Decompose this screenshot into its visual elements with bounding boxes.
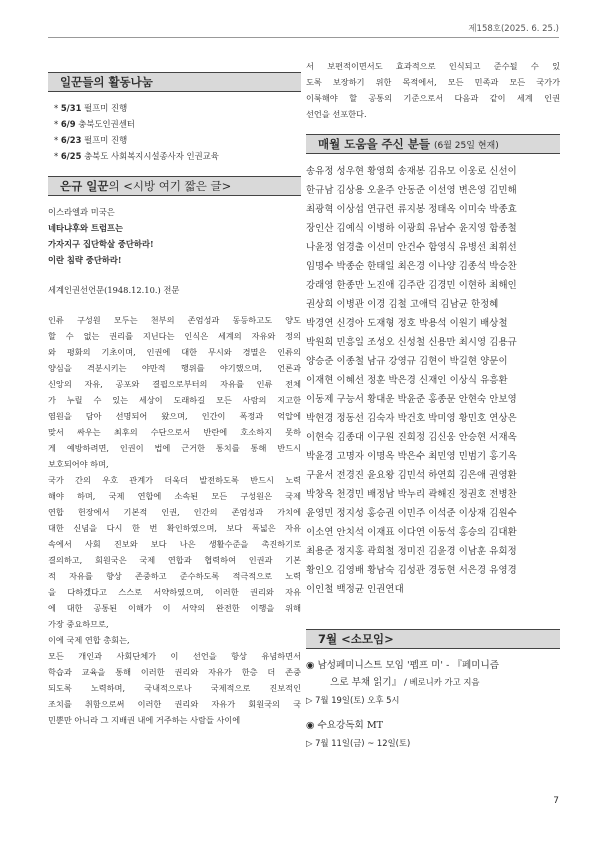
declaration-line: 양심을 격분시키는 야만적 행위를 야기했으며, 언론과 [48,363,301,373]
declaration-line: 을 다하겠다고 스스로 서약하였으며, 이러한 권리와 자유 [48,587,301,597]
activity-text: 충북도인권센터 [78,119,135,129]
declaration-line: 조치를 취함으로써 이러한 권리와 자유가 회원국의 국 [48,699,301,709]
declaration-line: 서 보편적이면서도 효과적으로 인식되고 준수될 수 있 [306,61,560,71]
donor-line: 이현숙 김종대 이구원 진희정 김신웅 안승현 서재옥 [306,432,517,443]
declaration-line: 가장 중요하므로, [48,619,109,629]
declaration-line: 도록 보장하기 위한 목적에서, 모든 민족과 모든 국가가 [306,77,560,87]
donor-line: 최광혁 이상섭 연규련 류지봉 정태옥 이미숙 박종효 [306,204,517,215]
activity-item: * 6/25 충북도 사회복지시설종사자 인권교육 [54,151,219,161]
activities-list [48,100,301,164]
declaration-paragraph [48,632,301,648]
event-item [306,657,560,709]
declaration-line: 보호되어야 하며, [48,459,109,469]
declaration-line: 속에서 사회 진보와 보다 나은 생활수준을 촉진하기로 [48,539,301,549]
event-date-text: 7월 19일(토) 오후 5시 [315,695,400,705]
events-heading: 7월 <소모임> [306,629,560,649]
activity-item: * 5/31 펄프미 진행 [54,103,128,113]
donor-line: 박원희 민흥일 조성오 신성철 신용만 최시영 김용규 [306,337,517,348]
activity-date: 6/23 [60,135,82,145]
activity-date: 6/9 [60,119,76,129]
poem-line: 가자지구 집단학살 중단하라! [48,239,154,249]
donor-line: 양승준 이종철 남규 강영규 김현이 박길현 양문이 [306,356,508,367]
declaration-line: 연합 헌장에서 기본적 인권, 인간의 존엄성과 가치에 [48,507,301,517]
declaration-line: 염원을 담아 선명되어 왔으며, 인간이 폭정과 억압에 [48,411,301,421]
declaration-line: 선언을 선포한다. [306,109,367,119]
declaration-source: 세계인권선언문(1948.12.10.) 전문 [48,285,180,295]
left-column [48,72,301,728]
declaration-paragraph [48,472,301,632]
donor-line: 황인오 김영배 황남숙 김성관 경동현 서은경 유영경 [306,565,517,576]
declaration-line: 가 누릴 수 있는 세상이 도래하길 모든 사람의 지고한 [48,395,301,405]
activity-text: 펄프미 진행 [84,135,128,145]
declaration-line: 게 예방하려면, 인권이 법에 근거한 통치를 통해 반드시 [48,443,301,453]
donor-line: 이재현 이혜선 정훈 박은경 신재인 이상식 유흥환 [306,375,508,386]
activity-text: 충북도 사회복지시설종사자 인권교육 [84,151,219,161]
declaration-line: 에 대한 공통된 이해가 이 서약의 완전한 이행을 위해 [48,603,301,613]
activity-date: 5/31 [60,103,82,113]
declaration-line: 민뿐만 아니라 그 지배권 내에 거주하는 사람들 사이에 [48,715,241,725]
declaration-line: 모든 개인과 사회단체가 이 선언을 항상 유념하면서 [48,651,301,661]
activity-date: 6/25 [60,151,82,161]
declaration-line: 해야 하며, 국제 연합에 소속된 모든 구성원은 국제 [48,491,301,501]
declaration-line: 이룩해야 할 공통의 기준으로서 다음과 같이 세계 인권 [306,93,560,103]
donor-line: 이소연 안치석 이재표 이다연 이동석 홍승의 김대환 [306,527,517,538]
donor-line: 윤영민 정지성 홍승권 이민주 이석준 이상재 김원수 [306,508,517,519]
donor-line: 박경연 신경아 도재형 정호 박용석 이원기 배상철 [306,318,508,329]
declaration-line: 신앙의 자유, 공포와 결핍으로부터의 자유를 인류 전체 [48,379,301,389]
poem-heading-title: 의 <시방 여기 짧은 글> [108,179,232,193]
right-column [306,61,560,752]
declaration-line: 할 수 없는 권리를 지닌다는 인식은 세계의 자유와 정의 [48,331,301,341]
declaration-line: 국가 간의 우호 관계가 더욱더 발전하도록 반드시 노력 [48,475,301,485]
declaration-line: 학습과 교육을 통해 이러한 권리와 자유가 한층 더 존중 [48,667,301,677]
declaration-text-right [306,58,560,122]
donor-line: 이동제 구능서 황대운 박윤준 홍종문 안현숙 안보영 [306,394,517,405]
donor-line: 나윤정 엄경출 이선미 안건수 함영식 유병선 최휘선 [306,242,517,253]
activity-item: * 6/9 충북도인권센터 [54,119,135,129]
issue-number: 제158호(2025. 6. 25.) [468,24,559,34]
donor-line: 권상희 이병관 이경 김철 고애덕 김남균 한정혜 [306,299,499,310]
poem-line: 이스라엘과 미국은 [48,207,115,217]
poem-heading [48,176,301,196]
donor-line: 임명수 박종순 한태일 최은경 이나양 김종석 박승찬 [306,261,517,272]
donor-line: 박현경 정동선 김숙자 박건호 박미영 황민호 연상은 [306,413,517,424]
activity-item: * 6/23 펄프미 진행 [54,135,128,145]
declaration-text-left [48,312,301,728]
poem-line: 이란 침략 중단하라! [48,255,122,265]
event-list [306,657,560,752]
activity-text: 펄프미 진행 [84,103,128,113]
donor-line: 박창옥 천경민 배정남 박누리 곽해진 정권호 전병찬 [306,489,517,500]
event-title-note: / 베로니카 가고 지음 [401,677,480,687]
event-date-arrow-icon: ▷ [306,738,313,748]
event-title-text: 수요강독회 MT [317,720,384,731]
header-rule [48,37,559,38]
event-item [306,717,560,752]
declaration-line: 와 평화의 기초이며, 인권에 대한 무시와 경멸은 인류의 [48,347,301,357]
donor-line: 이인철 백정균 인권연대 [306,584,404,595]
event-date-text: 7월 11일(금) ~ 12일(토) [315,738,411,748]
donor-list [306,162,560,599]
declaration-line: 결의하고, 회원국은 국제 연합과 협력하여 인권과 기본 [48,555,301,565]
event-bullet-icon: ◉ [306,720,315,731]
event-title-line [306,657,560,674]
declaration-paragraph [48,312,301,472]
declaration-line: 맞서 싸우는 최후의 수단으로서 반란에 호소하지 못하 [48,427,301,437]
donors-heading [306,134,560,154]
declaration-line: 이에 국제 연합 총회는, [48,635,130,645]
poem-heading-author: 은규 일꾼 [60,179,109,193]
event-bullet-icon: ◉ [306,660,315,671]
declaration-paragraph [48,648,301,728]
poem-text [48,204,301,268]
donor-line: 장인산 김예식 이병하 이광희 유남수 윤지영 함종철 [306,223,517,234]
event-title-text: 으로 부채 읽기』 [330,677,402,688]
donors-subtitle: (6월 25일 현재) [434,141,499,151]
declaration-paragraph [306,58,560,122]
declaration-line: 인류 구성원 모두는 천부의 존엄성과 동등하고도 양도 [48,315,301,325]
declaration-line: 대한 신념을 다시 한 번 확인하였으며, 보다 폭넓은 자유 [48,523,301,533]
donor-line: 최용준 정지홍 곽희철 정미진 김윤경 이남훈 유회정 [306,546,517,557]
declaration-line: 되도록 노력하며, 국내적으로나 국제적으로 진보적인 [48,683,301,693]
event-date [306,734,560,752]
event-title-text: 남성페미니스트 모임 '펩프 미' - 『페미니즘 [317,660,500,671]
donor-line: 송유정 성우현 황영희 송재봉 김유모 이웅로 신선이 [306,166,517,177]
declaration-line: 적 자유를 향상 존중하고 준수하도록 적극적으로 노력 [48,571,301,581]
event-title-line [306,717,560,734]
donor-line: 박윤경 고명자 이명옥 박은수 최민영 민범기 홍기옥 [306,451,517,462]
event-date-arrow-icon: ▷ [306,695,313,705]
activities-heading: 일꾼들의 활동나눔 [48,72,301,92]
event-date [306,691,560,709]
poem-line: 네타냐후와 트럼프는 [48,223,124,233]
page-number: 7 [553,796,559,806]
event-title-line [306,674,560,691]
donor-line: 강래영 한종만 노진애 김주란 김경민 이현하 최해인 [306,280,517,291]
donor-line: 구윤서 전경진 윤요왕 김민석 하연희 김은애 권영환 [306,470,517,481]
donors-title: 매월 도움을 주신 분들 [318,137,430,151]
donor-line: 한규남 김상용 오윤주 안동준 이선영 변은영 김민해 [306,185,517,196]
